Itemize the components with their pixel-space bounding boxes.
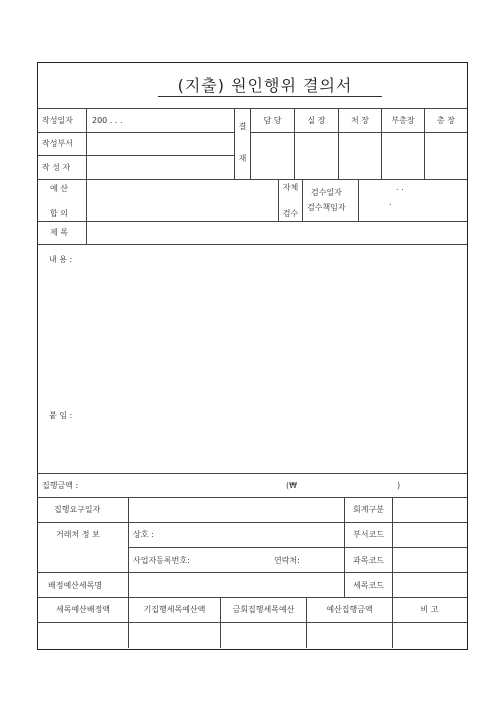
vline-exec-code-right <box>392 497 393 597</box>
vline-header-label <box>86 108 87 179</box>
rule-exec-1 <box>37 522 467 523</box>
footer-col-remarks: 비 고 <box>420 605 439 614</box>
vline-inspect-right <box>358 179 359 221</box>
contact-label: 연락처: <box>274 556 300 565</box>
request-date-label: 집행요구일자 <box>54 505 101 514</box>
budget-label-bottom: 합 의 <box>50 209 68 218</box>
approver-president: 총 장 <box>437 116 455 125</box>
subject-field[interactable] <box>87 223 465 243</box>
footer-col-current: 금회집행세목예산 <box>232 605 295 614</box>
self-inspect-label-bottom: 검수 <box>282 209 299 218</box>
title-underline <box>158 96 382 97</box>
rule-subject-bottom <box>37 244 467 245</box>
vline-exec-label <box>128 497 129 597</box>
vline-self-right <box>302 179 303 221</box>
approver-division-head: 처 장 <box>351 116 369 125</box>
dept-code-label: 부서코드 <box>353 530 384 539</box>
document-title: (지출) 원인행위 결의서 <box>177 76 353 95</box>
rule-amount-bottom <box>37 497 467 498</box>
content-label: 내 용 : <box>49 255 73 264</box>
footer-col-executed: 기집행세목예산액 <box>143 605 206 614</box>
rule-header-top <box>37 108 467 109</box>
approval-label-top: 결 <box>238 122 247 131</box>
rule-exec-4 <box>37 597 467 598</box>
budget-item-label: 배정예산세목명 <box>48 581 103 590</box>
biz-number-label: 사업자등록번호: <box>133 556 190 565</box>
rule-dept-bottom <box>37 155 234 156</box>
rule-date-bottom <box>37 132 234 133</box>
dept-label: 작성부서 <box>42 139 73 148</box>
approval-label-bottom: 재 <box>238 154 247 163</box>
rule-exec-3 <box>37 572 467 573</box>
date-label: 작성일자 <box>42 116 73 125</box>
footer-col-allocated: 세목예산배정액 <box>55 605 111 614</box>
amount-currency-close: ) <box>397 481 401 490</box>
subject-label: 제 목 <box>50 228 68 237</box>
rule-approver-labels <box>250 132 467 133</box>
date-value[interactable]: 200 . . . <box>92 116 123 125</box>
inspector-label: 검수책임자 <box>307 203 346 212</box>
rule-exec-2 <box>128 547 467 548</box>
amount-currency-open: (₩ <box>286 481 298 490</box>
rule-header-bottom <box>37 179 467 180</box>
company-label: 상호 : <box>133 530 154 539</box>
rule-content-bottom <box>37 473 467 474</box>
rule-budget-bottom <box>37 221 467 222</box>
attachment-label: 붙 임 : <box>49 411 73 420</box>
inspect-date-mark: . <box>389 198 392 207</box>
footer-col-execution-amount: 예산집행금액 <box>326 605 373 614</box>
budget-label-top: 예 산 <box>50 184 68 193</box>
item-code-label: 세목코드 <box>353 581 384 590</box>
inspect-date-marks: . . <box>396 183 404 192</box>
amount-label: 집행금액 : <box>42 481 79 490</box>
inspect-date-label: 검수일자 <box>311 188 342 197</box>
approver-vice-president: 부총장 <box>391 116 415 125</box>
vline-approval-left <box>234 108 235 179</box>
amount-field[interactable] <box>302 478 394 494</box>
accounting-label: 회계구분 <box>353 505 384 514</box>
subject-code-label: 과목코드 <box>353 556 384 565</box>
approver-staff: 담 당 <box>263 116 282 125</box>
author-label: 작 성 자 <box>42 163 71 172</box>
vendor-label: 거래처 정 보 <box>56 530 100 539</box>
content-field[interactable] <box>40 268 464 398</box>
rule-footer-header <box>37 622 467 623</box>
self-inspect-label-top: 자체 <box>282 183 299 192</box>
approver-director: 실 장 <box>307 116 326 125</box>
